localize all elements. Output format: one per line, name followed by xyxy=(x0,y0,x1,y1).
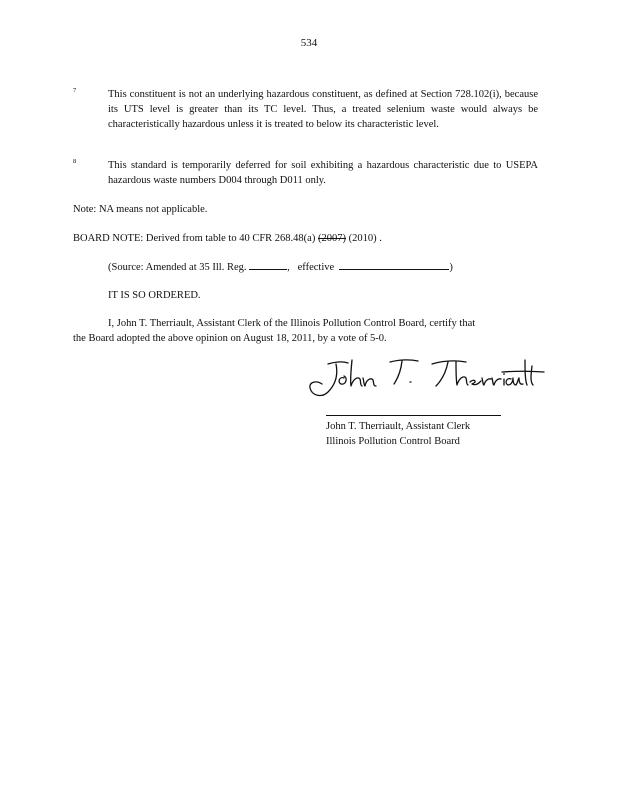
certification-line-2: the Board adopted the above opinion on August 18, 2011, by a vote of 5-0. xyxy=(73,333,387,345)
source-comma: , xyxy=(287,262,290,273)
footnote-marker: 7 xyxy=(73,87,77,94)
footnote-marker: 8 xyxy=(73,158,77,165)
footnote-8-text xyxy=(108,158,538,188)
signer-organization: Illinois Pollution Control Board xyxy=(326,436,460,448)
signer-name-title: John T. Therriault, Assistant Clerk xyxy=(326,421,471,432)
footnote-body: This standard is temporarily deferred for soil exhibiting a hazardous characteristic due to USEPA hazardous waste numbers D004 through D011 only. xyxy=(108,160,538,187)
signature-block xyxy=(326,419,470,449)
page-number: 534 xyxy=(300,37,318,49)
board-note-suffix: . xyxy=(379,233,382,244)
source-effective-label: effective xyxy=(297,262,335,273)
register-page-blank xyxy=(249,259,287,270)
board-note-prefix: BOARD NOTE: Derived from table to 40 CFR 268.48(a) xyxy=(73,233,316,244)
certification-line-1: I, John T. Therriault, Assistant Clerk of the Illinois Pollution Control Board, certify that xyxy=(108,318,476,329)
board-note xyxy=(73,231,382,246)
signature-image xyxy=(306,352,546,404)
effective-date-blank xyxy=(339,259,449,270)
signature-line xyxy=(326,415,501,416)
na-note: Note: NA means not applicable. xyxy=(73,204,208,215)
certification-paragraph xyxy=(73,316,528,346)
order-statement: IT IS SO ORDERED. xyxy=(108,290,201,301)
source-close: ) xyxy=(449,262,453,273)
footnote-7-text xyxy=(108,87,538,133)
board-note-new-year: (2010) xyxy=(348,233,377,244)
source-note xyxy=(108,259,453,275)
footnote-body: This constituent is not an underlying hazardous constituent, as defined at Section 728.102(i), because its UTS level is greater than its TC level. Thus, a treated selenium waste would always be characteristically hazardous unless it is treated to below its characteristic level. xyxy=(108,89,538,131)
source-open: (Source: Amended at 35 Ill. Reg. xyxy=(108,262,247,273)
board-note-deleted-year: (2007) xyxy=(317,233,346,244)
